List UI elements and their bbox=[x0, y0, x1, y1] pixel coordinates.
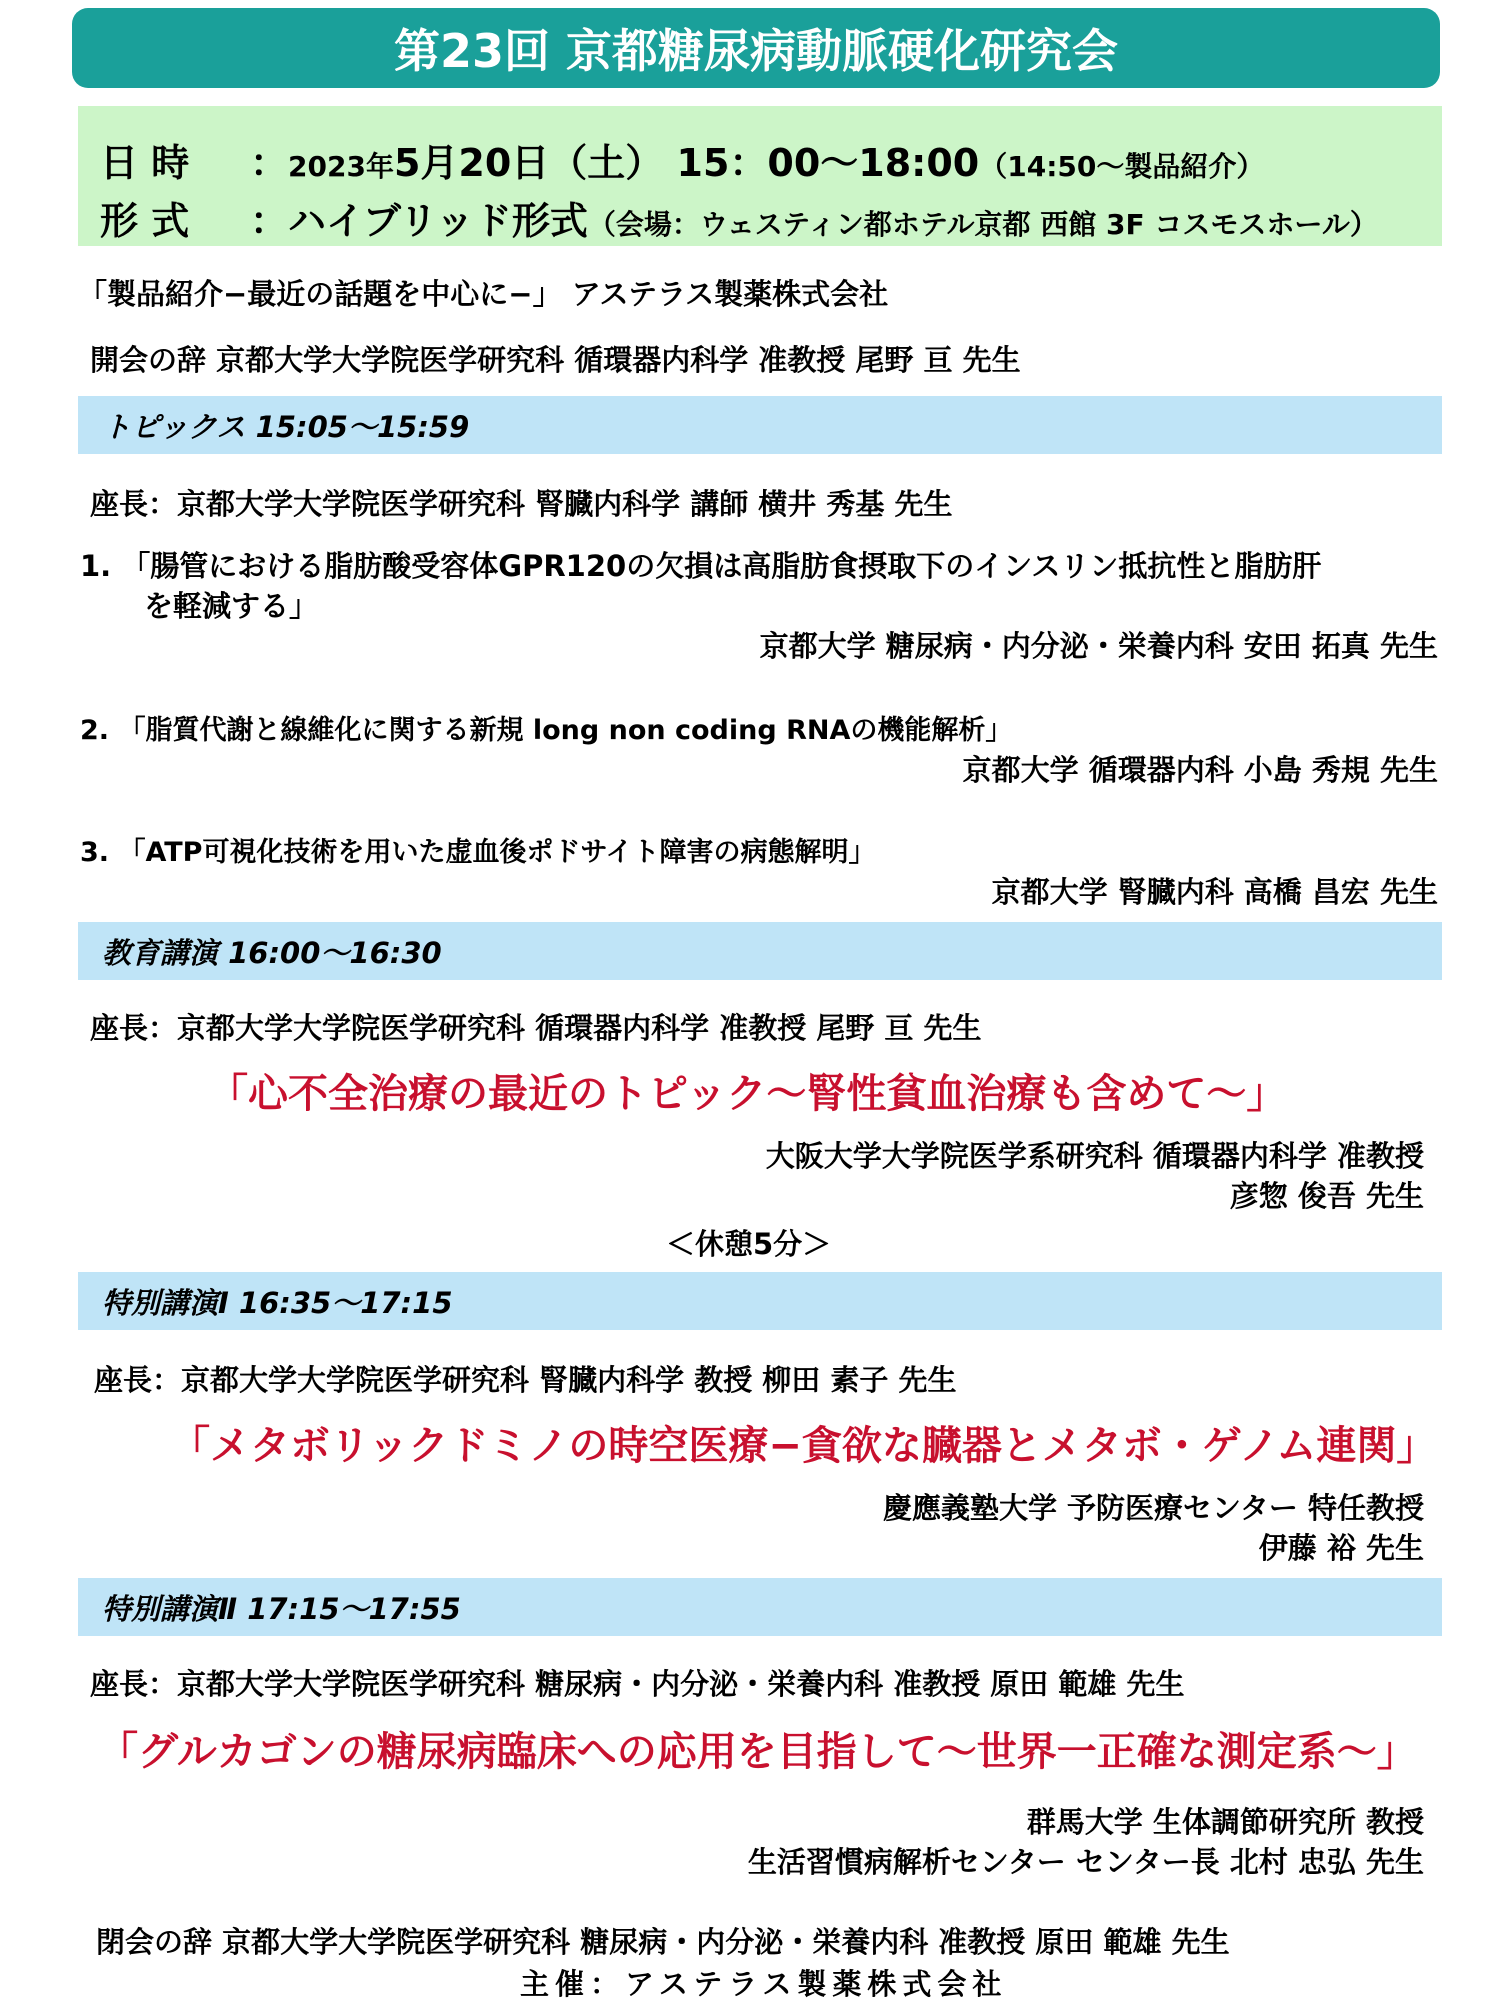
special-2-chair: 座長：京都大学大学院医学研究科 糖尿病・内分泌・栄養内科 准教授 原田 範雄 先生 bbox=[90, 1667, 1185, 1701]
date-time: （土） 15：00〜18:00 bbox=[549, 141, 980, 185]
date-day: 5月20日 bbox=[393, 141, 550, 185]
education-speaker-affiliation: 大阪大学大学院医学系研究科 循環器内科学 准教授 bbox=[765, 1139, 1424, 1173]
topic-3-title: 3. 「ATP可視化技術を用いた虚血後ポドサイト障害の病態解明」 bbox=[80, 837, 876, 868]
date-line bbox=[100, 132, 1264, 187]
page-title: 第23回 京都糖尿病動脈硬化研究会 bbox=[72, 8, 1440, 88]
product-intro: 「製品紹介−最近の話題を中心に−」 アステラス製薬株式会社 bbox=[78, 277, 889, 311]
opening-remarks: 開会の辞 京都大学大学院医学研究科 循環器内科学 准教授 尾野 亘 先生 bbox=[90, 343, 1021, 377]
special-2-speaker-name: 生活習慣病解析センター センター長 北村 忠弘 先生 bbox=[747, 1845, 1424, 1879]
format-venue: （会場：ウェスティン都ホテル京都 西館 3F コスモスホール） bbox=[587, 208, 1378, 241]
closing-remarks: 閉会の辞 京都大学大学院医学研究科 糖尿病・内分泌・栄養内科 准教授 原田 範雄 先生 bbox=[96, 1925, 1230, 1959]
break-notice: ＜休憩5分＞ bbox=[666, 1227, 832, 1261]
format-label: 形 式 bbox=[100, 199, 190, 243]
section-header-education: 教育講演 16:00〜16:30 bbox=[78, 922, 1442, 980]
topic-2-title: 2. 「脂質代謝と線維化に関する新規 long non coding RNAの機能解析」 bbox=[80, 715, 1013, 746]
format-sep: ： bbox=[250, 199, 289, 243]
education-chair: 座長：京都大学大学院医学研究科 循環器内科学 准教授 尾野 亘 先生 bbox=[90, 1011, 982, 1045]
format-value: ハイブリッド形式 bbox=[288, 199, 588, 243]
format-line bbox=[100, 190, 1378, 245]
special-2-speaker-affiliation: 群馬大学 生体調節研究所 教授 bbox=[1026, 1805, 1424, 1839]
date-label: 日 時 bbox=[100, 141, 190, 185]
section-header-special-2: 特別講演Ⅱ 17:15〜17:55 bbox=[78, 1578, 1442, 1636]
special-2-lecture-title: 「グルカゴンの糖尿病臨床への応用を目指して〜世界一正確な測定系〜」 bbox=[98, 1729, 1417, 1775]
education-lecture-title: 「心不全治療の最近のトピック〜腎性貧血治療も含めて〜」 bbox=[208, 1071, 1287, 1117]
date-year: 2023年 bbox=[288, 150, 394, 183]
topic-1-title: 1. 「腸管における脂肪酸受容体GPR120の欠損は高脂肪食摂取下のインスリン抵抗性と脂肪肝 bbox=[80, 549, 1322, 583]
section-header-special-1: 特別講演Ⅰ 16:35〜17:15 bbox=[78, 1272, 1442, 1330]
date-note: （14:50〜製品紹介） bbox=[979, 150, 1265, 183]
special-1-lecture-title: 「メタボリックドミノの時空医療−貪欲な臓器とメタボ・ゲノム連関」 bbox=[170, 1423, 1437, 1469]
education-speaker-name: 彦惣 俊吾 先生 bbox=[1229, 1179, 1424, 1213]
date-sep: ： bbox=[250, 141, 289, 185]
special-1-speaker-name: 伊藤 裕 先生 bbox=[1258, 1531, 1424, 1565]
organizer: 主催：アステラス製薬株式会社 bbox=[520, 1967, 1008, 2001]
topic-1-title-cont: を軽減する」 bbox=[144, 589, 319, 623]
topics-chair: 座長：京都大学大学院医学研究科 腎臓内科学 講師 横井 秀基 先生 bbox=[90, 487, 953, 521]
topic-1-speaker: 京都大学 糖尿病・内分泌・栄養内科 安田 拓真 先生 bbox=[759, 629, 1438, 663]
section-header-topics: トピックス 15:05〜15:59 bbox=[78, 396, 1442, 454]
special-1-chair: 座長：京都大学大学院医学研究科 腎臓内科学 教授 柳田 素子 先生 bbox=[94, 1363, 957, 1397]
special-1-speaker-affiliation: 慶應義塾大学 予防医療センター 特任教授 bbox=[882, 1491, 1424, 1525]
topic-3-speaker: 京都大学 腎臓内科 高橋 昌宏 先生 bbox=[991, 875, 1438, 909]
topic-2-speaker: 京都大学 循環器内科 小島 秀規 先生 bbox=[962, 753, 1438, 787]
